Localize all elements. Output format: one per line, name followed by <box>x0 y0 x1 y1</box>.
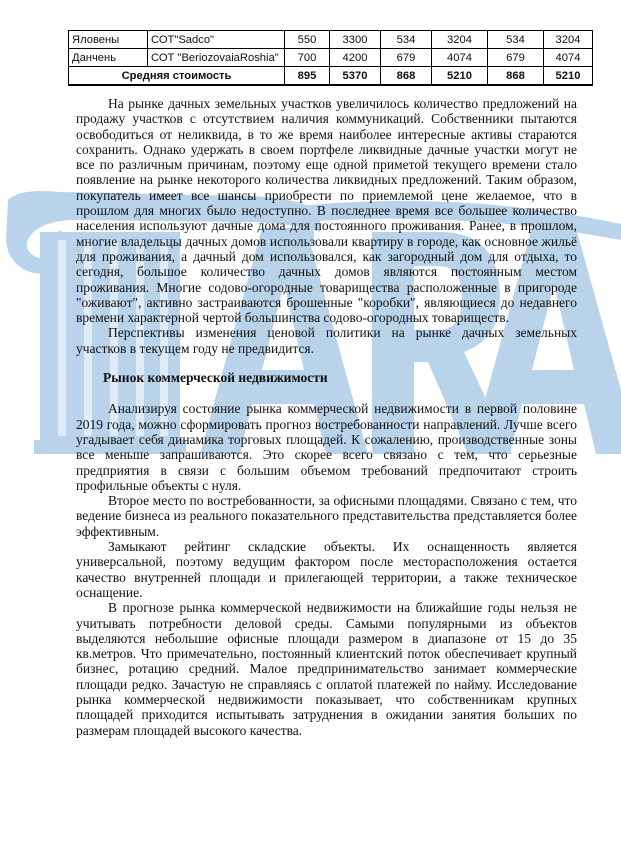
town-cell: Данчень <box>69 49 148 67</box>
table-row <box>69 31 593 49</box>
paragraph: Замыкают рейтинг складские объекты. Их оснащенность является универсальной, поэтому ведущим фактором после месторасположения остается качество внутренней площади и прилегающей территории, а также техническое оснащение. <box>76 539 577 600</box>
value-cell: 4200 <box>330 49 381 67</box>
paragraph: Перспективы изменения ценовой политики на рынке дачных земельных участков в текущем году не предвидится. <box>76 325 577 356</box>
section-heading: Рынок коммерческой недвижимости <box>103 370 328 386</box>
coop-cell: СОТ"Sadco" <box>148 31 285 49</box>
value-cell: 534 <box>488 31 544 49</box>
value-cell: 4074 <box>544 49 593 67</box>
average-value: 5210 <box>544 67 593 86</box>
value-cell: 3300 <box>330 31 381 49</box>
document-body <box>76 96 577 738</box>
price-table <box>68 30 593 86</box>
paragraph: Анализируя состояние рынка коммерческой недвижимости в первой половине 2019 года, можно сформировать прогноз востребованности направлений. Лучше всего угадывает себя динамика торговых площадей. К сожалению, производственные зоны все меньше запрашиваются. Это скорее всего связано с тем, что серьезные предприятия в связи с большим объемом требований предпочитают строить профильные объекты с нуля. <box>76 401 577 493</box>
average-value: 5210 <box>432 67 488 86</box>
average-value: 868 <box>488 67 544 86</box>
value-cell: 3204 <box>544 31 593 49</box>
average-label: Средняя стоимость <box>69 67 285 86</box>
value-cell: 4074 <box>432 49 488 67</box>
table-row <box>69 49 593 67</box>
average-value: 5370 <box>330 67 381 86</box>
paragraph: На рынке дачных земельных участков увеличилось количество предложений на продажу участков с отсутствием наличия коммуникаций. Собственники пытаются освободиться от неликвида, в то же время наиболее интересные активы стараются сохранить. Однако удержать в своем портфеле ликвидные дачные участки могут не все по различным причинам, поэтому еще одной приметой текущего времени стало появление на рынке некоторого количества ликвидных предложений. Таким образом, покупатель имеет все шансы приобрести по приемлемой цене желаемое, что в прошлом для многих было недоступно. В последнее время все большее количество населения используют дачные дома для постоянного проживания. Ранее, в прошлом, многие владельцы дачных домов использовали квартиру в городе, как основное жильё для проживания, а дачный дом использовался, как загородный дом для отдыха, то сегодня, большое количество дачных домов являются постоянным местом проживания. Многие содово-огородные товарищества расположенные в пригороде "оживают", активно застраиваются брошенные "коробки", являющиеся до недавнего времени характерной чертой большинства содово-огородных товариществ. <box>76 96 577 326</box>
value-cell: 700 <box>285 49 330 67</box>
value-cell: 550 <box>285 31 330 49</box>
coop-cell: СОТ "BeriozovaiaRoshia" <box>148 49 285 67</box>
paragraph: Второе место по востребованности, за офисными площадями. Связано с тем, что ведение бизнеса из реального показательного представительства представляется более эффективным. <box>76 493 577 539</box>
average-value: 868 <box>381 67 432 86</box>
average-value: 895 <box>285 67 330 86</box>
value-cell: 3204 <box>432 31 488 49</box>
value-cell: 679 <box>381 49 432 67</box>
value-cell: 534 <box>381 31 432 49</box>
average-row <box>69 67 593 86</box>
value-cell: 679 <box>488 49 544 67</box>
town-cell: Яловены <box>69 31 148 49</box>
paragraph: В прогнозе рынка коммерческой недвижимости на ближайшие годы нельзя не учитывать потребности деловой среды. Самыми популярными из объектов выделяются небольшие офисные площади размером в диапазоне от 15 до 35 кв.метров. Что примечательно, постоянный клиентский поток обеспечивает крупный бизнес, ротацию средний. Малое предпринимательство занимает коммерческие площади редко. Зачастую не справляясь с оплатой платежей по найму. Исследование рынка коммерческой недвижимости показывает, что собственникам крупных площадей приходится испытывать затруднения в ожидании занятия больших по размерам площадей высокого качества. <box>76 600 577 738</box>
